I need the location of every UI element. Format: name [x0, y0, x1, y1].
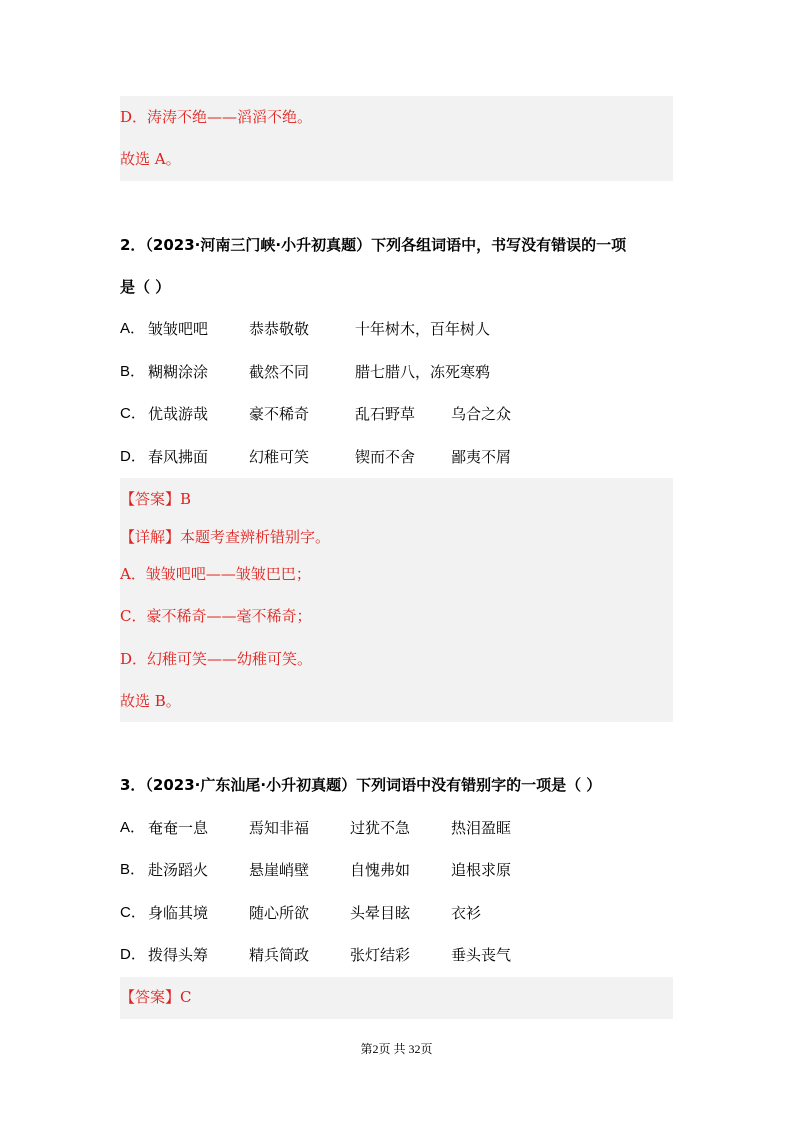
q2-option-d-label: D．	[120, 448, 146, 465]
q2-option-a-label: A．	[120, 320, 146, 337]
q3-option-c-item: 身临其境	[148, 904, 209, 922]
q3-option-b-item: 自愧弗如	[350, 861, 411, 879]
q3-option-a-item: 奄奄一息	[148, 819, 209, 837]
q3-option-b-item: 追根求原	[451, 861, 512, 879]
q3-option-c-item: 随心所欲	[249, 904, 310, 922]
q2-option-a-item: 十年树木，百年树人	[355, 320, 491, 338]
q3-option-c-label: C．	[120, 904, 146, 921]
q3-option-b-item: 赴汤蹈火	[148, 861, 209, 879]
q2-answer-box	[120, 478, 673, 722]
q2-option-d-item: 幻稚可笑	[249, 448, 310, 466]
q2-fix-d: D．幻稚可笑——幼稚可笑。	[120, 650, 313, 668]
q3-option-d-label: D．	[120, 946, 146, 963]
q3-option-d-item: 拨得头筹	[148, 946, 209, 964]
q2-explain: 【详解】本题考查辨析错别字。	[120, 528, 331, 546]
q2-option-b-item: 截然不同	[249, 363, 310, 381]
q2-option-a-item: 恭恭敬敬	[249, 320, 310, 338]
q2-option-b-item: 糊糊涂涂	[148, 363, 209, 381]
q2-option-b-item: 腊七腊八，冻死寒鸦	[355, 363, 491, 381]
q2-stem-line2: 是（ ）	[120, 278, 171, 296]
q3-option-c-item: 衣衫	[451, 904, 482, 922]
q3-option-b-label: B．	[120, 861, 146, 878]
q2-option-a-item: 皱皱吧吧	[148, 320, 209, 338]
q2-option-c-item: 优哉游哉	[148, 405, 209, 423]
q2-option-c-item: 豪不稀奇	[249, 405, 310, 423]
q2-fix-a: A．皱皱吧吧——皱皱巴巴；	[120, 565, 311, 583]
prev-answer-line-d: D．涛涛不绝——滔滔不绝。	[120, 108, 313, 126]
q3-answer-box	[120, 977, 673, 1019]
q3-answer: 【答案】C	[120, 988, 192, 1006]
q3-stem: 3．（2023·广东汕尾·小升初真题）下列词语中没有错别字的一项是（ ）	[120, 776, 602, 794]
q2-answer: 【答案】B	[120, 490, 192, 508]
q2-choose: 故选 B。	[120, 692, 181, 710]
q3-option-a-label: A．	[120, 819, 146, 836]
q2-option-c-item: 乱石野草	[355, 405, 416, 423]
q2-fix-c: C．豪不稀奇——毫不稀奇；	[120, 607, 312, 625]
q3-option-a-item: 热泪盈眶	[451, 819, 512, 837]
q3-option-d-item: 垂头丧气	[451, 946, 512, 964]
q2-option-b-label: B．	[120, 363, 146, 380]
q3-option-a-item: 过犹不急	[350, 819, 411, 837]
q2-option-c-label: C．	[120, 405, 146, 422]
q2-option-c-item: 乌合之众	[451, 405, 512, 423]
q3-option-d-item: 精兵简政	[249, 946, 310, 964]
q2-option-d-item: 锲而不舍	[355, 448, 416, 466]
q2-option-d-item: 鄙夷不屑	[451, 448, 512, 466]
page-footer: 第2页 共 32页	[360, 1042, 433, 1056]
q3-option-d-item: 张灯结彩	[350, 946, 411, 964]
q2-stem-line1: 2．（2023·河南三门峡·小升初真题）下列各组词语中，书写没有错误的一项	[120, 236, 627, 254]
q3-option-b-item: 悬崖峭壁	[249, 861, 310, 879]
prev-answer-choose: 故选 A。	[120, 150, 181, 168]
q3-option-c-item: 头晕目眩	[350, 904, 411, 922]
q3-option-a-item: 焉知非福	[249, 819, 310, 837]
q2-option-d-item: 春风拂面	[148, 448, 209, 466]
